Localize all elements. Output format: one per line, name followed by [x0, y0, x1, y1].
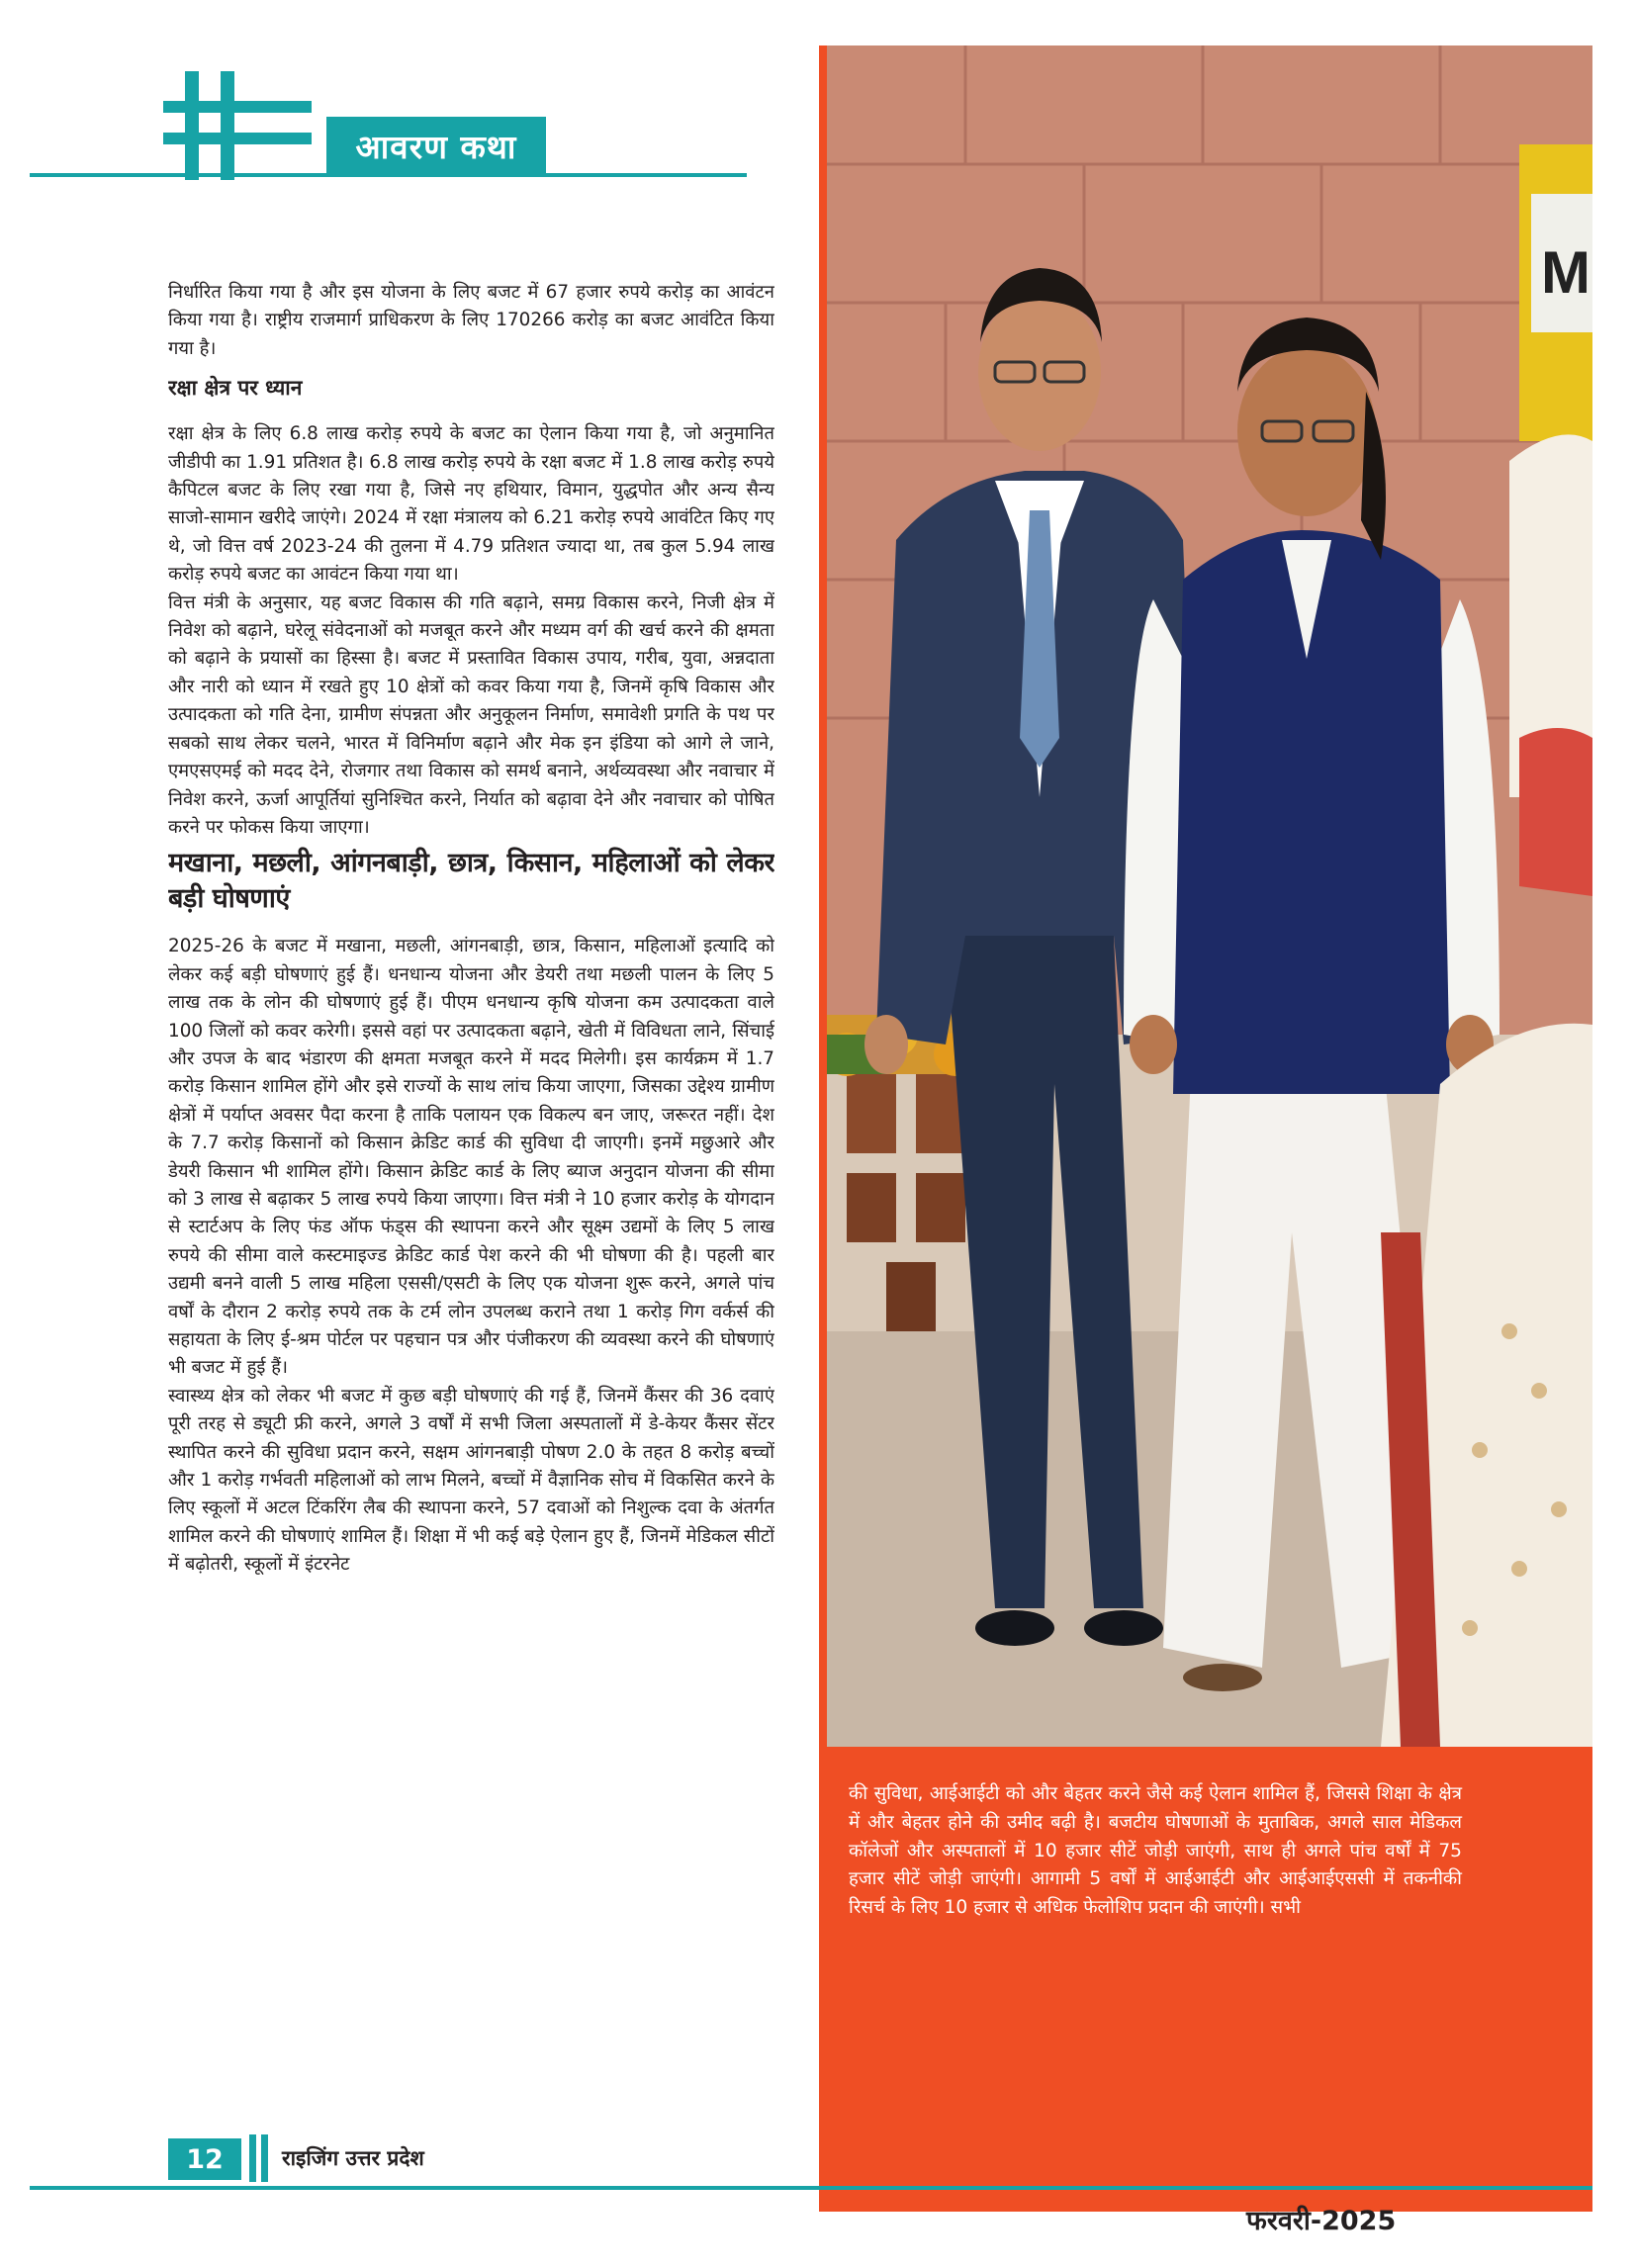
page-number: 12	[168, 2138, 241, 2180]
heading-announcements: मखाना, मछली, आंगनबाड़ी, छात्र, किसान, महिलाओं को लेकर बड़ी घोषणाएं	[168, 848, 774, 915]
masthead	[0, 0, 752, 198]
panel-continuation-text: की सुविधा, आईआईटी को और बेहतर करने जैसे कई ऐलान शामिल हैं, जिससे शिक्षा के क्षेत्र में और बेहतर होने की उमीद बढ़ी है। बजटीय घोषणाओं के मुताबिक, अगले साल मेडिकल कॉलेजों और अस्पतालों में 10 हजार सीटें जोड़ी जाएंगी, साथ ही अगले पांच वर्षों में 75 हजार सीटें जोड़ी जाएंगी। आगामी 5 वर्षों में आईआईटी और आईआईएससी में तकनीकी रिसर्च के लिए 10 हजार से अधिक फेलोशिप प्रदान की जाएंगी। सभी	[849, 1783, 1462, 1919]
defence-paragraph: रक्षा क्षेत्र के लिए 6.8 लाख करोड़ रुपये के बजट का ऐलान किया गया है, जो अनुमानित जीडीपी का 1.91 प्रतिशत है। 6.8 लाख करोड़ रुपये के रक्षा बजट में 1.8 लाख करोड़ रुपये कैपिटल बजट के लिए रखा गया है, जिसे नए हथियार, विमान, युद्धपोत और अन्य सैन्य साजो-सामान खरीदे जाएंगे। 2024 में रक्षा मंत्रालय को 6.21 करोड़ रुपये आवंटित किए गए थे, जो वित्त वर्ष 2023-24 की तुलना में 4.79 प्रतिशत ज्यादा था, तब कुल 5.94 लाख करोड़ रुपये बजट का आवंटन किया गया था।	[168, 423, 774, 586]
footer-bars-icon	[247, 2134, 271, 2182]
hash-icon	[163, 71, 312, 180]
intro-paragraph: निर्धारित किया गया है और इस योजना के लिए बजट में 67 हजार रुपये करोड़ का आवंटन किया गया है। राष्ट्रीय राजमार्ग प्राधिकरण के लिए 170266 करोड़ का बजट आवंटित किया गया है।	[168, 282, 774, 359]
article-body	[168, 279, 774, 2064]
subheading-defence: रक्षा क्षेत्र पर ध्यान	[168, 376, 303, 401]
footer-rule	[30, 2186, 1592, 2190]
announcements-paragraph: 2025-26 के बजट में मखाना, मछली, आंगनबाड़ी, छात्र, किसान, महिलाओं इत्यादि को लेकर कई बड़ी घोषणाएं हुई हैं। धनधान्य योजना और डेयरी तथा मछली पालन के लिए 5 लाख तक के लोन की घोषणाएं हुई हैं। पीएम धनधान्य कृषि योजना कम उत्पादकता वाले 100 जिलों को कवर करेगी। इससे वहां पर उत्पादकता बढ़ाने, खेती में विविधता लाने, सिंचाई और उपज के बाद भंडारण की क्षमता मजबूत करने में मदद मिलेगी। इस कार्यक्रम में 1.7 करोड़ किसान शामिल होंगे और इसे राज्यों के साथ लांच किया जाएगा, जिसका उद्देश्य ग्रामीण क्षेत्रों में पर्याप्त अवसर पैदा करना है ताकि पलायन एक विकल्प बन जाए, जरूरत नहीं। देश के 7.7 करोड़ किसानों को किसान क्रेडिट कार्ड की सुविधा दी जाएगी। इनमें मछुआरे और डेयरी किसान भी शामिल होंगे। किसान क्रेडिट कार्ड के लिए ब्याज अनुदान योजना की सीमा को 3 लाख से बढ़ाकर 5 लाख रुपये किया जाएगा। वित्त मंत्री ने 10 हजार करोड़ के योगदान से स्टार्टअप के लिए फंड ऑफ फंड्स की स्थापना करने और सूक्ष्म उद्यमों के लिए 5 लाख रुपये की सीमा वाले कस्टमाइज्ड क्रेडिट कार्ड पेश करने की भी घोषणा की है। पहली बार उद्यमी बनने वाली 5 लाख महिला एससी/एसटी के लिए एक योजना शुरू करने, अगले पांच वर्षों के दौरान 2 करोड़ रुपये तक के टर्म लोन उपलब्ध कराने तथा 1 करोड़ गिग वर्कर्स की सहायता के लिए ई-श्रम पोर्टल पर पहचान पत्र और पंजीकरण की व्यवस्था करने की घोषणाएं भी बजट में हुई हैं।	[168, 936, 774, 1379]
cover-photo-illustration	[827, 45, 1592, 1747]
cover-photo	[827, 45, 1592, 1747]
header-rule	[30, 173, 747, 177]
finance-paragraph: वित्त मंत्री के अनुसार, यह बजट विकास की गति बढ़ाने, समग्र विकास करने, निजी क्षेत्र में निवेश को बढ़ाने, घरेलू संवेदनाओं को मजबूत करने और मध्यम वर्ग की खर्च करने की क्षमता को बढ़ाने के प्रयासों का हिस्सा है। बजट में प्रस्तावित विकास उपाय, गरीब, युवा, अन्नदाता और नारी को ध्यान में रखते हुए 10 क्षेत्रों को कवर किया गया है, जिनमें कृषि विकास और उत्पादकता को गति देना, ग्रामीण संपन्नता और अनुकूलन निर्माण, समावेशी प्रगति के पथ पर सबको साथ लेकर चलने, भारत में विनिर्माण बढ़ाने और मेक इन इंडिया को आगे ले जाने, एमएसएमई को मदद देने, रोजगार तथा विकास को समर्थ बनाने, अर्थव्यवस्था और नवाचार में निवेश करने, ऊर्जा आपूर्तियां सुनिश्चित करने, निर्यात को बढ़ावा देने और नवाचार को पोषित करने पर फोकस किया जाएगा।	[168, 591, 774, 838]
magazine-name: राइजिंग उत्तर प्रदेश	[282, 2146, 424, 2170]
photo-sign-text: M	[1541, 239, 1591, 306]
section-label: आवरण कथा	[326, 117, 546, 174]
issue-date: फरवरी-2025	[1246, 2206, 1397, 2236]
health-paragraph: स्वास्थ्य क्षेत्र को लेकर भी बजट में कुछ बड़ी घोषणाएं की गई हैं, जिनमें कैंसर की 36 दवाएं पूरी तरह से ड्यूटी फ्री करने, अगले 3 वर्षों में सभी जिला अस्पतालों में डे-केयर कैंसर सेंटर स्थापित करने की सुविधा प्रदान करने, सक्षम आंगनबाड़ी पोषण 2.0 के तहत 8 करोड़ बच्चों और 1 करोड़ गर्भवती महिलाओं को लाभ मिलने, बच्चों में वैज्ञानिक सोच में विकसित करने के लिए स्कूलों में अटल टिंकरिंग लैब की स्थापना करने, 57 दवाओं को निशुल्क दवा के अंतर्गत शामिल करने की घोषणाएं शामिल हैं। शिक्षा में भी कई बड़े ऐलान हुए हैं, जिनमें मेडिकल सीटों में बढ़ोतरी, स्कूलों में इंटरनेट	[168, 1385, 774, 1576]
